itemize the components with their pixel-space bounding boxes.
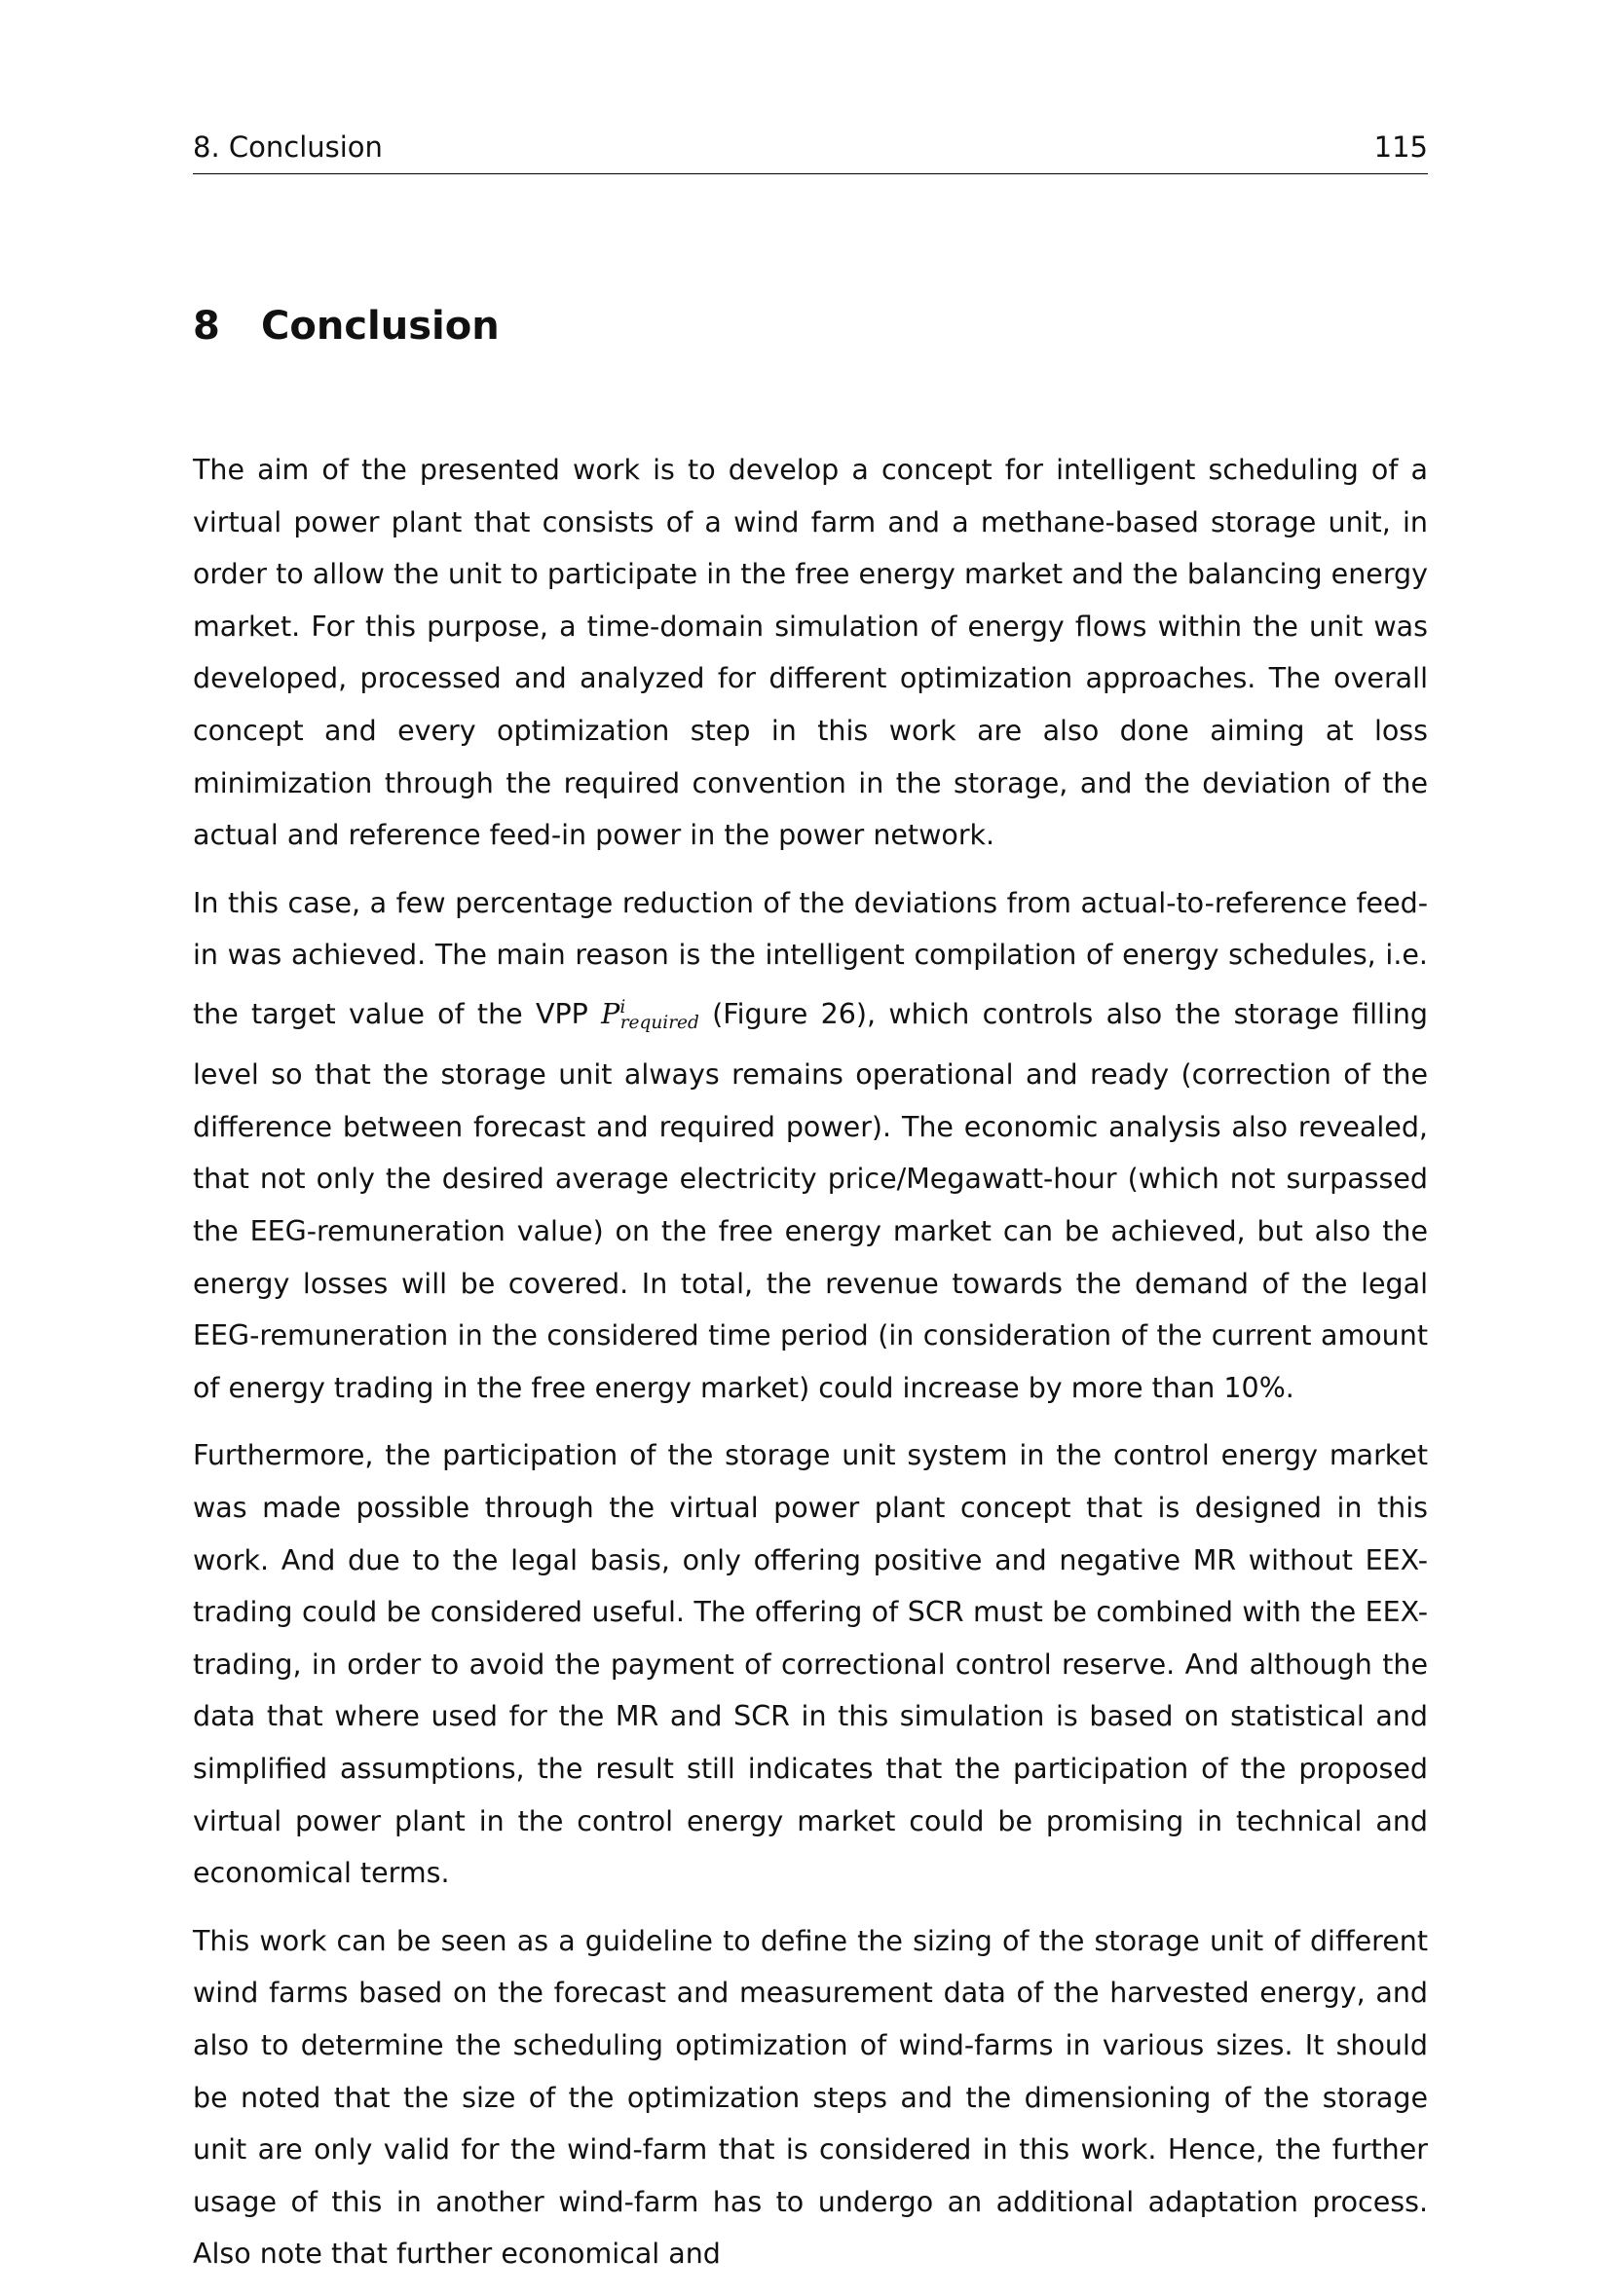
body-text	[193, 444, 1428, 2296]
chapter-heading	[193, 304, 500, 349]
header-page-number: 115	[1373, 130, 1428, 164]
header-section-title: 8. Conclusion	[193, 130, 383, 164]
running-header	[193, 130, 1428, 174]
paragraph-1: The aim of the presented work is to develop a concept for intelligent scheduling of a virtual power plant that consists of a wind farm and a methane-based storage unit, in order to allow the unit to participate in the free energy market and the balancing energy market. For this purpose, a time-domain simulation of energy flows within the unit was developed, processed and analyzed for different optimization approaches. The overall concept and every optimization step in this work are also done aiming at loss minimization through the required convention in the storage, and the deviation of the actual and reference feed-in power in the power network.	[193, 454, 1428, 852]
chapter-number: 8	[193, 304, 220, 349]
paragraph-2-part-b: (Figure 26), which controls also the storage filling level so that the storage unit always remains operational and ready (correction of the difference between forecast and required power). The economic analysis also revealed, that not only the desired average electricity price/Megawatt-hour (which not surpassed the EEG-remuneration value) on the free energy market can be achieved, but also the energy losses will be covered. In total, the revenue towards the demand of the legal EEG-remuneration in the considered time period (in consideration of the current amount of energy trading in the free energy market) could increase by more than 10%.	[193, 998, 1429, 1404]
paragraph-2	[193, 877, 1428, 1415]
paragraph-2-part-a: In this case, a few percentage reduction of the deviations from actual-to-reference feed-in was achieved. The main reason is the intelligent compilation of energy schedules, i.e. the target value of the VPP	[193, 886, 1428, 1031]
math-base: P	[601, 998, 620, 1031]
paragraph-4: This work can be seen as a guideline to define the sizing of the storage unit of different wind farms based on the forecast and measurement data of the harvested energy, and also to determine the scheduling optimization of wind-farms in various sizes. It should be noted that the size of the optimization steps and the dimensioning of the storage unit are only valid for the wind-farm that is considered in this work. Hence, the further usage of this in another wind-farm has to undergo an additional adaptation process. Also note that further economical and	[193, 1924, 1428, 2271]
math-subscript: required	[619, 1012, 699, 1033]
math-superscript: i	[619, 996, 626, 1018]
paragraph-3: Furthermore, the participation of the storage unit system in the control energy market was made possible through the virtual power plant concept that is designed in this work. And due to the legal basis, only offering positive and negative MR without EEX-trading could be considered useful. The offering of SCR must be combined with the EEX-trading, in order to avoid the payment of correctional control reserve. And although the data that where used for the MR and SCR in this simulation is based on statistical and simplified assumptions, the result still indicates that the participation of the proposed virtual power plant in the control energy market could be promising in technical and economical terms.	[193, 1439, 1428, 1890]
math-p-required	[601, 996, 699, 1033]
chapter-title: Conclusion	[261, 304, 500, 349]
